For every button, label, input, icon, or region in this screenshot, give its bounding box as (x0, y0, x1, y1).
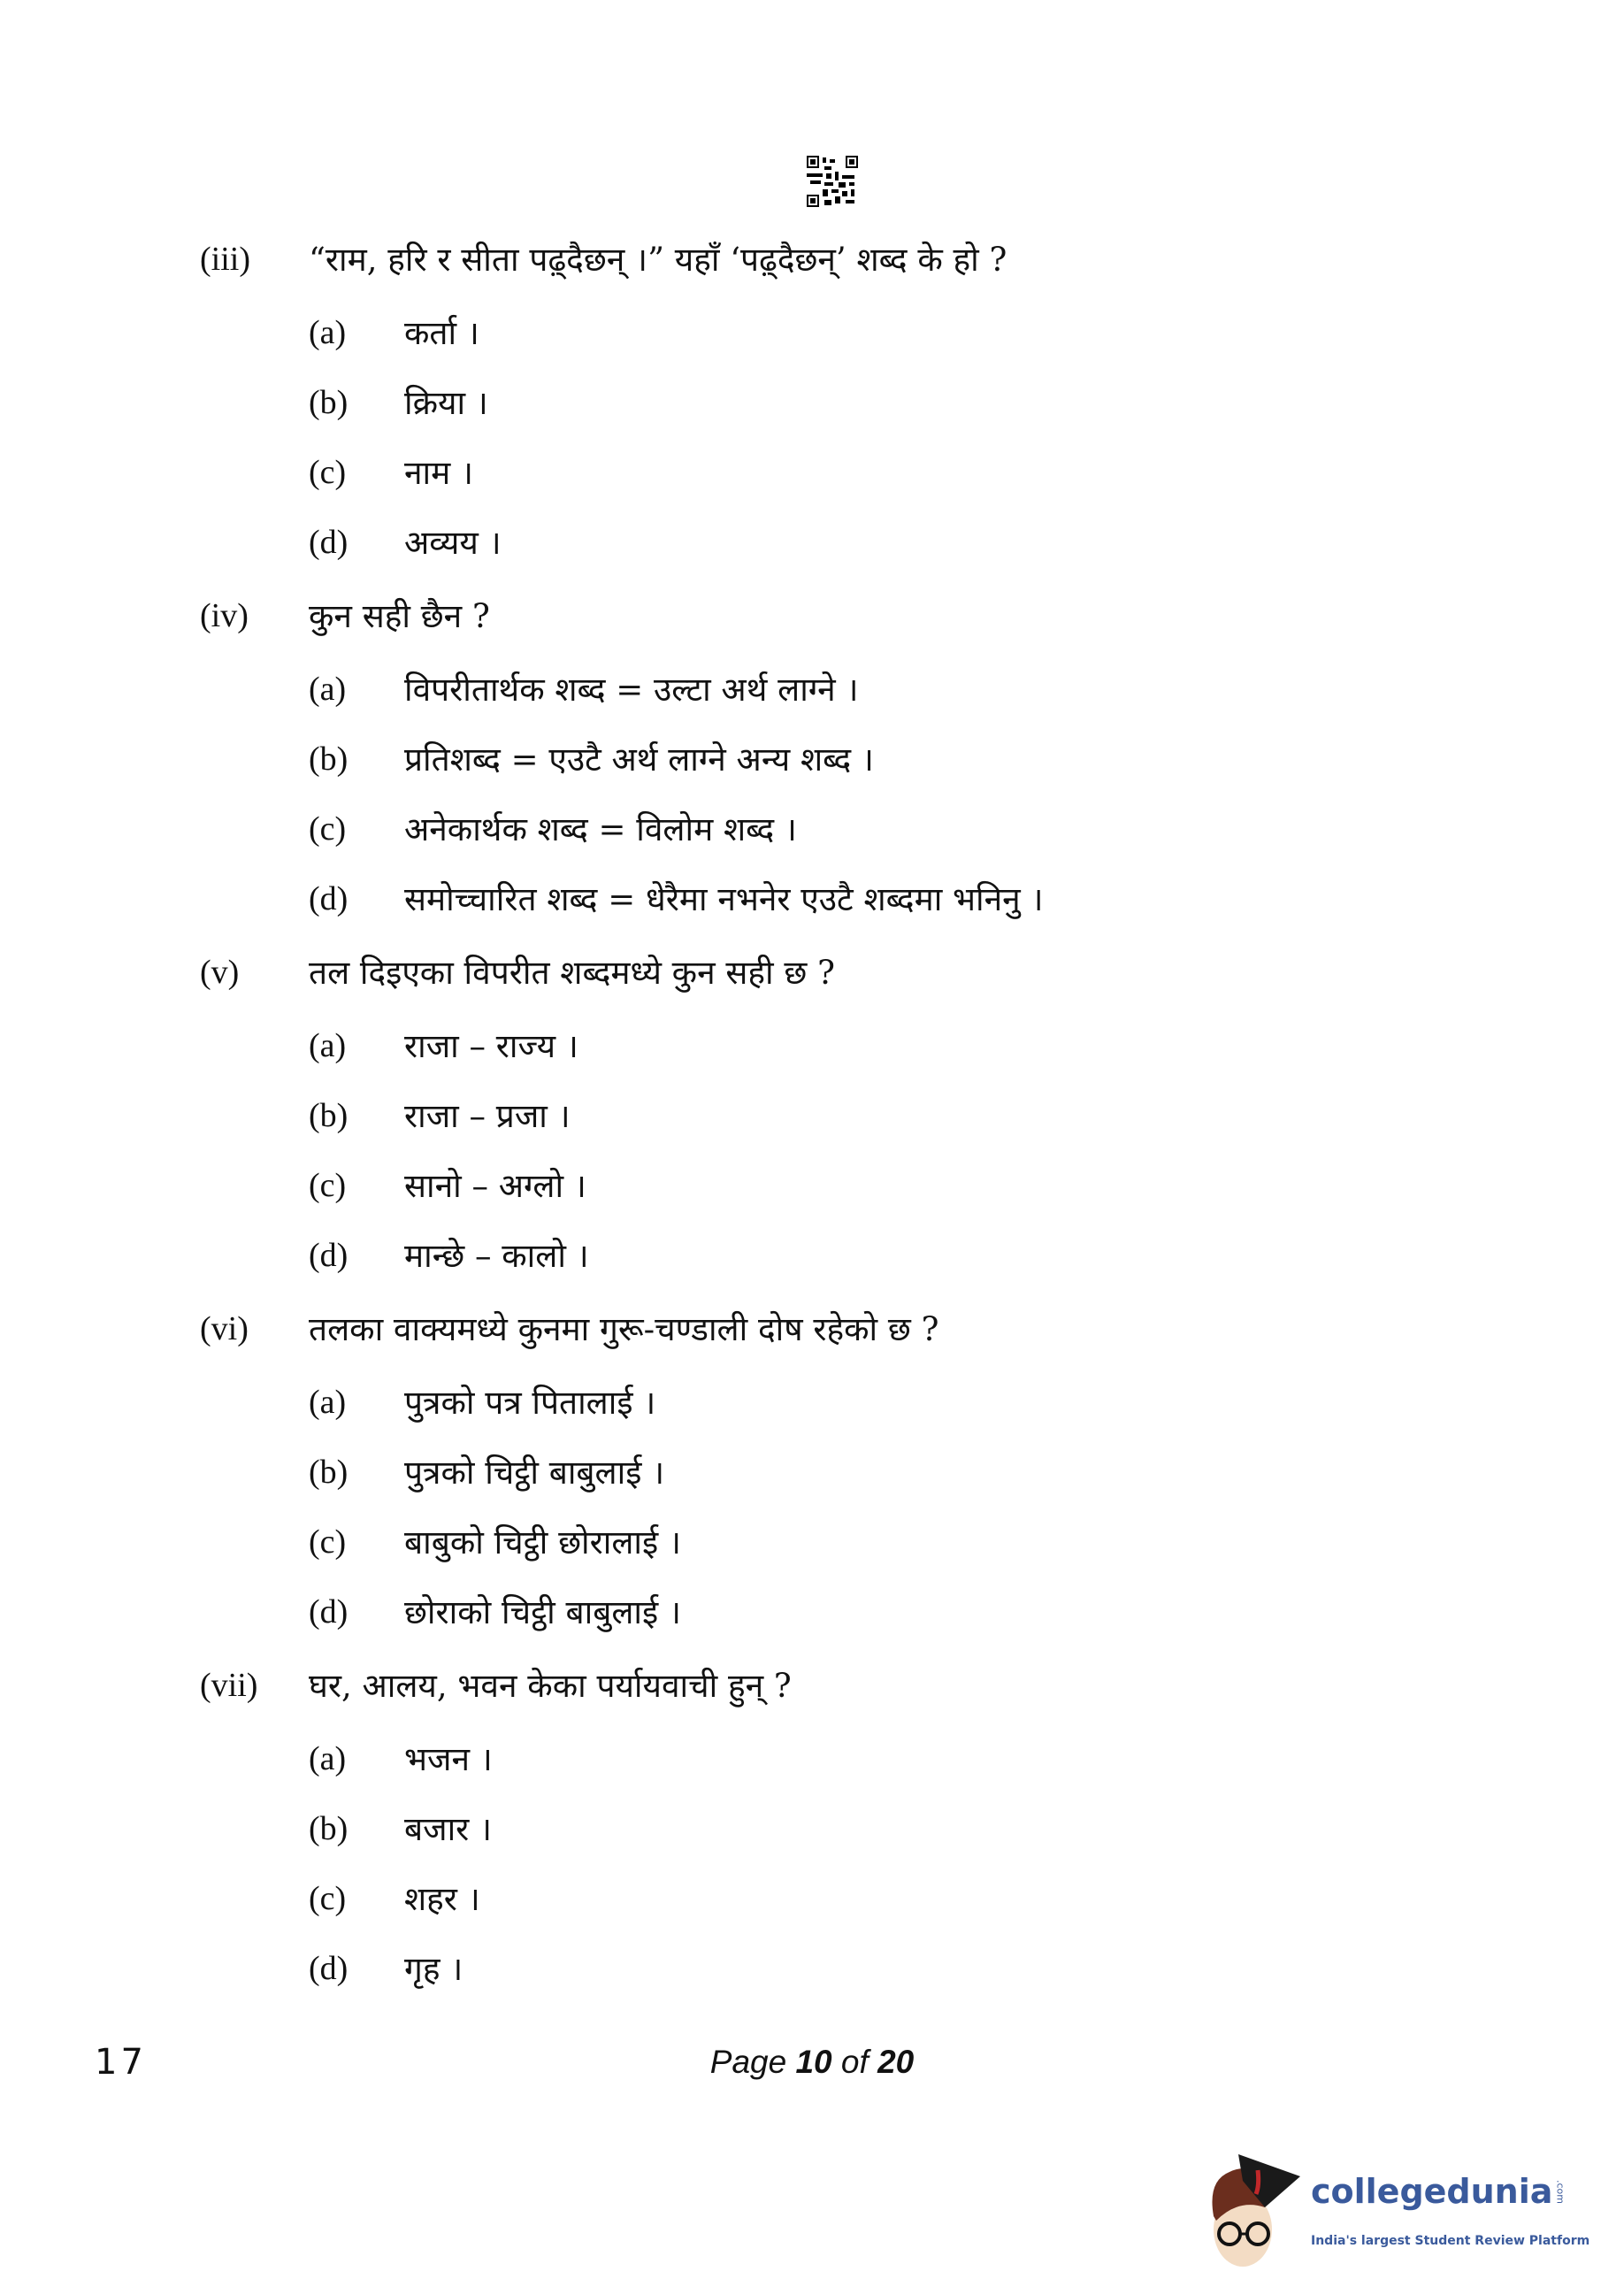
option-label: (a) (309, 1740, 347, 1777)
question (0, 578, 1624, 655)
question-number: (iv) (200, 597, 249, 634)
page-code: 17 (95, 2042, 147, 2083)
option-label: (b) (309, 740, 349, 778)
option (0, 1221, 1624, 1291)
option-label: (c) (309, 1167, 347, 1204)
question (0, 1291, 1624, 1368)
option-label: (b) (309, 1454, 349, 1491)
option-text: अव्यय । (404, 524, 502, 562)
page-total: 20 (877, 2044, 915, 2080)
page-indicator (0, 2044, 1624, 2081)
option (0, 1011, 1624, 1081)
option (0, 1864, 1624, 1934)
question-number: (iii) (200, 241, 250, 278)
option (0, 1794, 1624, 1864)
option-label: (d) (309, 524, 349, 561)
option-label: (d) (309, 1237, 349, 1274)
question-text: तलका वाक्यमध्ये कुनमा गुरू-चण्डाली दोष रहेको छ ? (309, 1310, 939, 1348)
option-text: गृह । (404, 1950, 463, 1988)
option-label: (b) (309, 1097, 349, 1134)
option-label: (c) (309, 454, 347, 491)
question-list (0, 221, 1624, 2004)
brand-tagline: India's largest Student Review Platform (1311, 2234, 1590, 2248)
option (0, 1368, 1624, 1438)
option-text: शहर । (404, 1880, 480, 1918)
page-of: of (840, 2044, 869, 2080)
option-label: (d) (309, 1950, 349, 1987)
question-number: (vii) (200, 1667, 258, 1704)
option (0, 368, 1624, 438)
page-prefix: Page (709, 2044, 787, 2080)
option-text: कर्ता । (404, 314, 479, 352)
option-text: बाबुको चिट्ठी छोरालाई । (404, 1523, 681, 1562)
option-text: अनेकार्थक शब्द = विलोम शब्द । (404, 810, 797, 848)
brand-domain: .com (1554, 2179, 1567, 2204)
option-text: मान्छे – कालो । (404, 1237, 589, 1275)
option-label: (d) (309, 1593, 349, 1631)
option-label: (b) (309, 1810, 349, 1847)
option-label: (b) (309, 384, 349, 421)
collegedunia-logo (1203, 2145, 1619, 2274)
option-text: क्रिया । (404, 384, 488, 422)
question (0, 221, 1624, 298)
option (0, 1577, 1624, 1647)
option (0, 864, 1624, 934)
question-text: तल दिइएका विपरीत शब्दमध्ये कुन सही छ ? (309, 954, 835, 992)
brand-text: collegedunia (1311, 2172, 1553, 2211)
option (0, 1438, 1624, 1508)
option (0, 1934, 1624, 2004)
question-text: “राम, हरि र सीता पढ़्दैछन् ।” यहाँ ‘पढ़्दैछन्’ शब्द के हो ? (309, 241, 1007, 279)
option-label: (c) (309, 1523, 347, 1561)
option (0, 438, 1624, 508)
page-current: 10 (795, 2044, 832, 2080)
option-text: सानो – अग्लो । (404, 1167, 586, 1205)
option-text: पुत्रको पत्र पितालाई । (404, 1384, 656, 1422)
option-label: (a) (309, 671, 347, 708)
option-label: (a) (309, 1384, 347, 1421)
option (0, 1724, 1624, 1794)
option (0, 298, 1624, 368)
option (0, 794, 1624, 864)
option (0, 1151, 1624, 1221)
question-text: घर, आलय, भवन केका पर्यायवाची हुन् ? (309, 1667, 792, 1705)
question-number: (v) (200, 954, 240, 991)
question (0, 934, 1624, 1011)
brand-name (1311, 2172, 1566, 2211)
option-label: (c) (309, 1880, 347, 1917)
option-text: समोच्चारित शब्द = धेरैमा नभनेर एउटै शब्दमा भनिनु । (404, 880, 1044, 918)
option-label: (a) (309, 314, 347, 351)
option-text: विपरीतार्थक शब्द = उल्टा अर्थ लाग्ने । (404, 671, 859, 709)
option-text: राजा – राज्य । (404, 1027, 578, 1065)
option-text: बजार । (404, 1810, 493, 1848)
question (0, 1647, 1624, 1724)
option (0, 508, 1624, 578)
qr-code-icon (807, 156, 858, 207)
option-text: राजा – प्रजा । (404, 1097, 571, 1135)
option (0, 1081, 1624, 1151)
option-text: छोराको चिट्ठी बाबुलाई । (404, 1593, 681, 1631)
option-text: भजन । (404, 1740, 493, 1778)
option-label: (c) (309, 810, 347, 848)
option-text: नाम । (404, 454, 474, 492)
option (0, 655, 1624, 725)
option (0, 1508, 1624, 1577)
question-text: कुन सही छैन ? (309, 597, 490, 635)
option-label: (d) (309, 880, 349, 917)
option-text: प्रतिशब्द = एउटै अर्थ लाग्ने अन्य शब्द । (404, 740, 874, 779)
option (0, 725, 1624, 794)
option-label: (a) (309, 1027, 347, 1064)
question-number: (vi) (200, 1310, 249, 1347)
mascot-icon (1203, 2145, 1309, 2274)
option-text: पुत्रको चिट्ठी बाबुलाई । (404, 1454, 665, 1492)
